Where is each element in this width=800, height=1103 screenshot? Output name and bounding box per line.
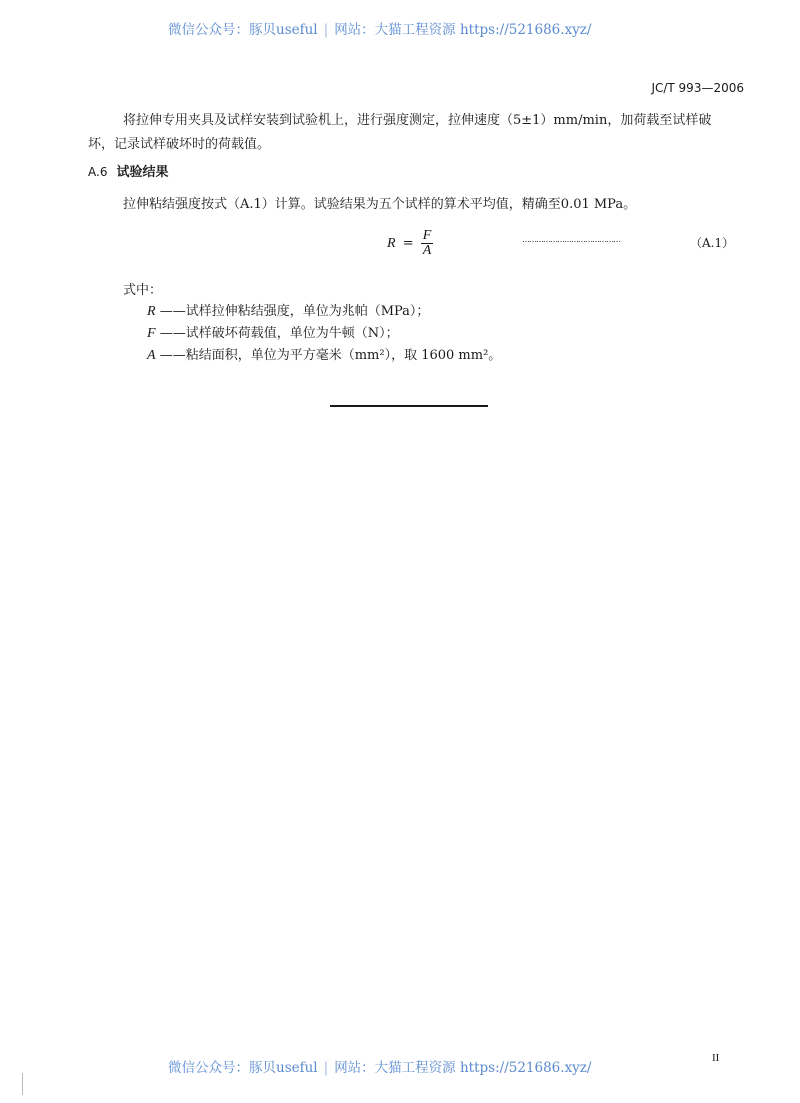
definition-item: [147, 300, 429, 320]
paragraph-line: 将拉伸专用夹具及试样安装到试验机上，进行强度测定，拉伸速度（5±1）mm/min，加荷载至试样破: [123, 113, 712, 128]
watermark-top: [168, 18, 591, 38]
paragraph: 拉伸粘结强度按式（A.1）计算。试验结果为五个试样的算术平均值，精确至0.01 MPa。: [123, 197, 637, 212]
definition-symbol: R: [147, 304, 156, 319]
watermark-bottom: [168, 1056, 591, 1076]
formula-denominator: A: [422, 243, 432, 258]
page-edge-line: [22, 1073, 23, 1095]
formula: [387, 229, 433, 258]
formula-leader: ……………………………………: [522, 235, 620, 244]
watermark-website: 网站：大猫工程资源 https://521686.xyz/: [334, 22, 592, 38]
watermark-separator: |: [323, 1060, 329, 1076]
definition-text: ——粘结面积，单位为平方毫米（mm²），取 1600 mm²。: [159, 348, 502, 363]
watermark-separator: |: [323, 22, 329, 38]
definition-text: ——试样破坏荷载值，单位为牛顿（N）；: [159, 326, 399, 341]
section-number: A.6: [88, 165, 108, 179]
watermark-wechat: 微信公众号：豚贝useful: [168, 1060, 318, 1076]
formula-lhs: R: [387, 236, 396, 251]
definition-text: ——试样拉伸粘结强度，单位为兆帕（MPa）；: [159, 304, 430, 319]
page-number: II: [712, 1052, 720, 1064]
formula-fraction: [421, 229, 434, 258]
definition-symbol: F: [147, 326, 156, 341]
section-heading: [88, 161, 169, 180]
formula-equals: =: [402, 236, 414, 251]
formula-numerator: F: [422, 228, 432, 243]
definition-symbol: A: [147, 348, 156, 363]
watermark-wechat: 微信公众号：豚贝useful: [168, 22, 318, 38]
standard-number: JC/T 993—2006: [651, 81, 744, 95]
formula-label: （A.1）: [690, 236, 735, 250]
definition-item: [147, 322, 399, 342]
watermark-website: 网站：大猫工程资源 https://521686.xyz/: [334, 1060, 592, 1076]
end-rule: [330, 405, 488, 407]
section-title: 试验结果: [116, 165, 169, 180]
where-label: 式中：: [123, 283, 163, 298]
paragraph-line: 坏，记录试样破坏时的荷载值。: [88, 137, 271, 152]
definition-item: [147, 344, 501, 364]
